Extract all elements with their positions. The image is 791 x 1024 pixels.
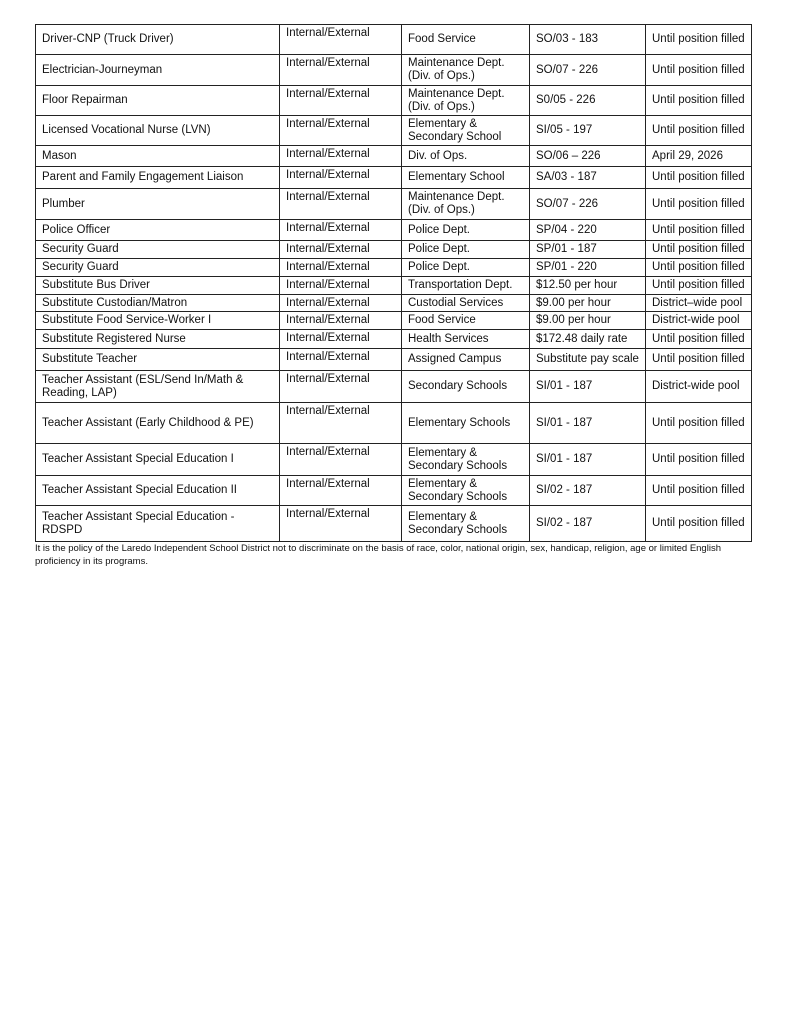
posting-type: Internal/External — [280, 259, 402, 277]
posting-type: Internal/External — [280, 146, 402, 167]
position-title: Teacher Assistant Special Education I — [36, 444, 280, 476]
pay-grade: SI/02 - 187 — [530, 506, 646, 542]
pay-grade: SO/07 - 226 — [530, 189, 646, 220]
pay-grade: SA/03 - 187 — [530, 167, 646, 189]
department: Secondary Schools — [402, 371, 530, 403]
deadline: Until position filled — [646, 189, 752, 220]
position-title: Licensed Vocational Nurse (LVN) — [36, 116, 280, 146]
position-title: Floor Repairman — [36, 86, 280, 116]
position-title: Teacher Assistant Special Education - RDSPD — [36, 506, 280, 542]
posting-type: Internal/External — [280, 277, 402, 295]
table-row — [36, 167, 752, 189]
posting-type: Internal/External — [280, 220, 402, 241]
table-row — [36, 444, 752, 476]
deadline: Until position filled — [646, 167, 752, 189]
deadline: Until position filled — [646, 241, 752, 259]
posting-type: Internal/External — [280, 349, 402, 371]
pay-grade: SI/01 - 187 — [530, 403, 646, 444]
deadline: Until position filled — [646, 116, 752, 146]
department: Div. of Ops. — [402, 146, 530, 167]
job-postings-table — [35, 24, 752, 542]
table-row — [36, 330, 752, 349]
position-title: Teacher Assistant (Early Childhood & PE) — [36, 403, 280, 444]
pay-grade: SI/05 - 197 — [530, 116, 646, 146]
deadline: Until position filled — [646, 444, 752, 476]
posting-type: Internal/External — [280, 506, 402, 542]
position-title: Police Officer — [36, 220, 280, 241]
department: Maintenance Dept. (Div. of Ops.) — [402, 189, 530, 220]
pay-grade: SP/01 - 220 — [530, 259, 646, 277]
pay-grade: SI/01 - 187 — [530, 444, 646, 476]
nondiscrimination-policy: It is the policy of the Laredo Independent School District not to discriminate on the basis of race, color, national origin, sex, handicap, religion, age or limited English proficiency in its programs. — [35, 543, 721, 567]
deadline: Until position filled — [646, 476, 752, 506]
deadline: District-wide pool — [646, 371, 752, 403]
position-title: Teacher Assistant Special Education II — [36, 476, 280, 506]
posting-type: Internal/External — [280, 167, 402, 189]
posting-type: Internal/External — [280, 116, 402, 146]
posting-type: Internal/External — [280, 403, 402, 444]
pay-grade: $12.50 per hour — [530, 277, 646, 295]
pay-grade: SO/07 - 226 — [530, 55, 646, 86]
deadline: Until position filled — [646, 259, 752, 277]
department: Maintenance Dept. (Div. of Ops.) — [402, 55, 530, 86]
pay-grade: SP/01 - 187 — [530, 241, 646, 259]
department: Transportation Dept. — [402, 277, 530, 295]
posting-type: Internal/External — [280, 189, 402, 220]
position-title: Mason — [36, 146, 280, 167]
posting-type: Internal/External — [280, 295, 402, 312]
pay-grade: $9.00 per hour — [530, 295, 646, 312]
posting-type: Internal/External — [280, 312, 402, 330]
department: Elementary & Secondary Schools — [402, 444, 530, 476]
table-row — [36, 403, 752, 444]
position-title: Substitute Food Service-Worker I — [36, 312, 280, 330]
position-title: Security Guard — [36, 259, 280, 277]
table-row — [36, 349, 752, 371]
table-row — [36, 146, 752, 167]
department: Elementary Schools — [402, 403, 530, 444]
deadline: Until position filled — [646, 277, 752, 295]
table-row — [36, 295, 752, 312]
posting-type: Internal/External — [280, 444, 402, 476]
department: Elementary & Secondary Schools — [402, 506, 530, 542]
department: Health Services — [402, 330, 530, 349]
table-row — [36, 277, 752, 295]
position-title: Teacher Assistant (ESL/Send In/Math & Reading, LAP) — [36, 371, 280, 403]
posting-type: Internal/External — [280, 476, 402, 506]
department: Assigned Campus — [402, 349, 530, 371]
department: Food Service — [402, 25, 530, 55]
posting-type: Internal/External — [280, 330, 402, 349]
deadline: Until position filled — [646, 330, 752, 349]
pay-grade: $9.00 per hour — [530, 312, 646, 330]
department: Police Dept. — [402, 259, 530, 277]
department: Food Service — [402, 312, 530, 330]
deadline: April 29, 2026 — [646, 146, 752, 167]
deadline: Until position filled — [646, 86, 752, 116]
position-title: Electrician-Journeyman — [36, 55, 280, 86]
posting-type: Internal/External — [280, 55, 402, 86]
deadline: Until position filled — [646, 25, 752, 55]
department: Police Dept. — [402, 220, 530, 241]
position-title: Substitute Registered Nurse — [36, 330, 280, 349]
table-row — [36, 86, 752, 116]
department: Maintenance Dept. (Div. of Ops.) — [402, 86, 530, 116]
table-row — [36, 25, 752, 55]
position-title: Security Guard — [36, 241, 280, 259]
table-row — [36, 116, 752, 146]
deadline: Until position filled — [646, 506, 752, 542]
pay-grade: SP/04 - 220 — [530, 220, 646, 241]
department: Police Dept. — [402, 241, 530, 259]
department: Elementary School — [402, 167, 530, 189]
posting-type: Internal/External — [280, 371, 402, 403]
table-row — [36, 506, 752, 542]
deadline: District-wide pool — [646, 312, 752, 330]
posting-type: Internal/External — [280, 86, 402, 116]
posting-type: Internal/External — [280, 25, 402, 55]
pay-grade: SO/06 – 226 — [530, 146, 646, 167]
department: Elementary & Secondary School — [402, 116, 530, 146]
deadline: Until position filled — [646, 55, 752, 86]
pay-grade: SI/02 - 187 — [530, 476, 646, 506]
pay-grade: $172.48 daily rate — [530, 330, 646, 349]
table-row — [36, 371, 752, 403]
position-title: Plumber — [36, 189, 280, 220]
pay-grade: SO/03 - 183 — [530, 25, 646, 55]
table-row — [36, 55, 752, 86]
pay-grade: SI/01 - 187 — [530, 371, 646, 403]
pay-grade: Substitute pay scale — [530, 349, 646, 371]
posting-type: Internal/External — [280, 241, 402, 259]
table-row — [36, 220, 752, 241]
pay-grade: S0/05 - 226 — [530, 86, 646, 116]
table-row — [36, 189, 752, 220]
position-title: Parent and Family Engagement Liaison — [36, 167, 280, 189]
table-row — [36, 312, 752, 330]
position-title: Substitute Teacher — [36, 349, 280, 371]
table-row — [36, 259, 752, 277]
deadline: Until position filled — [646, 403, 752, 444]
position-title: Driver-CNP (Truck Driver) — [36, 25, 280, 55]
position-title: Substitute Bus Driver — [36, 277, 280, 295]
position-title: Substitute Custodian/Matron — [36, 295, 280, 312]
deadline: District–wide pool — [646, 295, 752, 312]
table-row — [36, 476, 752, 506]
department: Custodial Services — [402, 295, 530, 312]
table-row — [36, 241, 752, 259]
department: Elementary & Secondary Schools — [402, 476, 530, 506]
deadline: Until position filled — [646, 220, 752, 241]
deadline: Until position filled — [646, 349, 752, 371]
